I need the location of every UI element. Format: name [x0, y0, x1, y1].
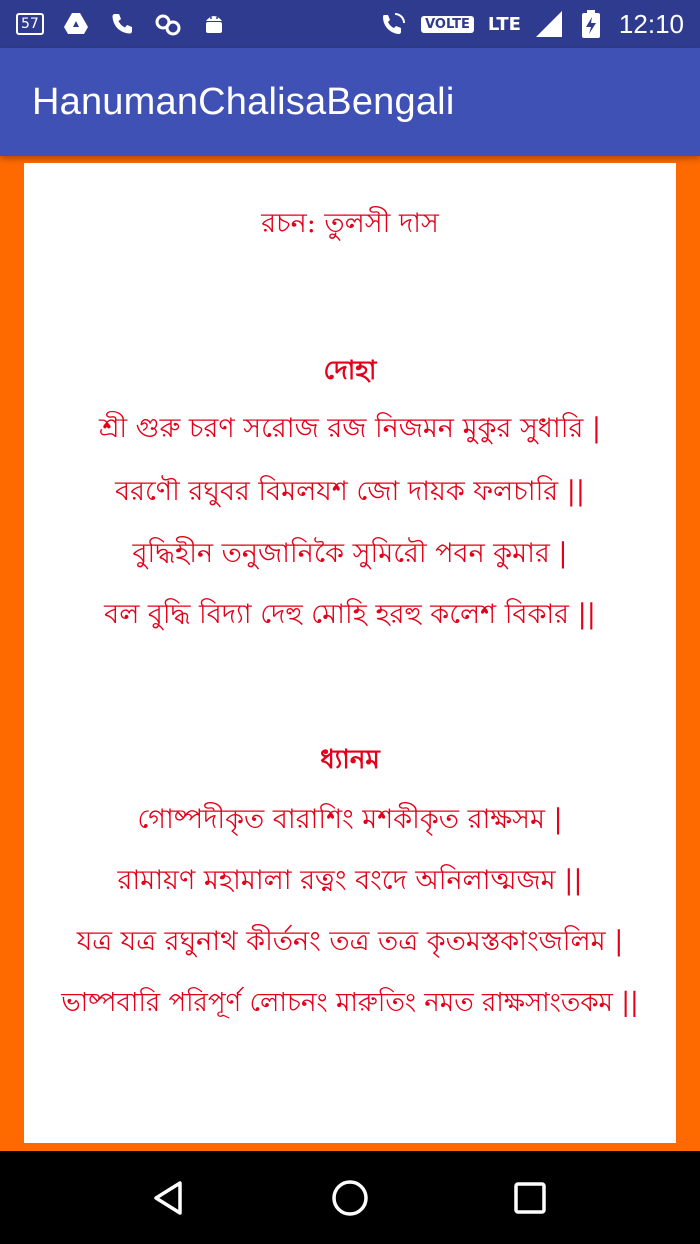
back-triangle-icon: [150, 1178, 190, 1218]
section-heading-dhyanam: ধ্যানম: [320, 745, 380, 775]
navigation-bar: [0, 1151, 700, 1244]
status-clock: 12:10: [618, 8, 684, 39]
verse-line: বরণৌ রঘুবর বিমলযশ জো দায়ক ফলচারি ||: [115, 476, 585, 507]
uc-browser-icon: [154, 10, 182, 38]
back-button[interactable]: [140, 1168, 200, 1228]
verse-line: বুদ্ধিহীন তনুজানিকৈ সুমিরৌ পবন কুমার |: [132, 538, 568, 569]
app-title: HanumanChalisaBengali: [32, 80, 455, 123]
home-circle-icon: [329, 1177, 371, 1219]
signal-icon: [535, 10, 563, 38]
verse-line: যত্র যত্র রঘুনাথ কীর্তনং তত্র তত্র কৃতমস্তকাংজলিম |: [76, 926, 624, 957]
recents-square-icon: [512, 1180, 548, 1216]
verse-line: শ্রী গুরু চরণ সরোজ রজ নিজমন মুকুর সুধারি |: [99, 413, 601, 444]
volte-badge: VOLTE: [421, 16, 474, 33]
content-card[interactable]: [24, 163, 676, 1143]
home-button[interactable]: [320, 1168, 380, 1228]
app-bar: [0, 48, 700, 156]
verse-line: গোষ্পদীকৃত বারাশিং মশকীকৃত রাক্ষসম |: [137, 804, 563, 835]
wifi-calling-icon: [379, 10, 407, 38]
verse-line: বল বুদ্ধি বিদ্যা দেহু মোহি হরহু কলেশ বিকার ||: [104, 599, 596, 630]
verse-line: রামায়ণ মহামালা রত্নং বংদে অনিলাত্মজম ||: [117, 865, 583, 896]
notification-count-badge: 57: [16, 13, 44, 35]
drive-icon: [62, 10, 90, 38]
verse-line: ভাষ্পবারি পরিপূর্ণ লোচনং মারুতিং নমত রাক্ষসাংতকম ||: [61, 988, 639, 1018]
status-bar: [0, 0, 700, 48]
battery-charging-icon: [577, 10, 605, 38]
section-heading-doha: দোহা: [323, 356, 377, 386]
lte-indicator: LTE: [487, 13, 521, 35]
android-icon: [200, 10, 228, 38]
phone-icon: [108, 10, 136, 38]
author-line: রচন: তুলসী দাস: [261, 208, 439, 239]
recents-button[interactable]: [500, 1168, 560, 1228]
